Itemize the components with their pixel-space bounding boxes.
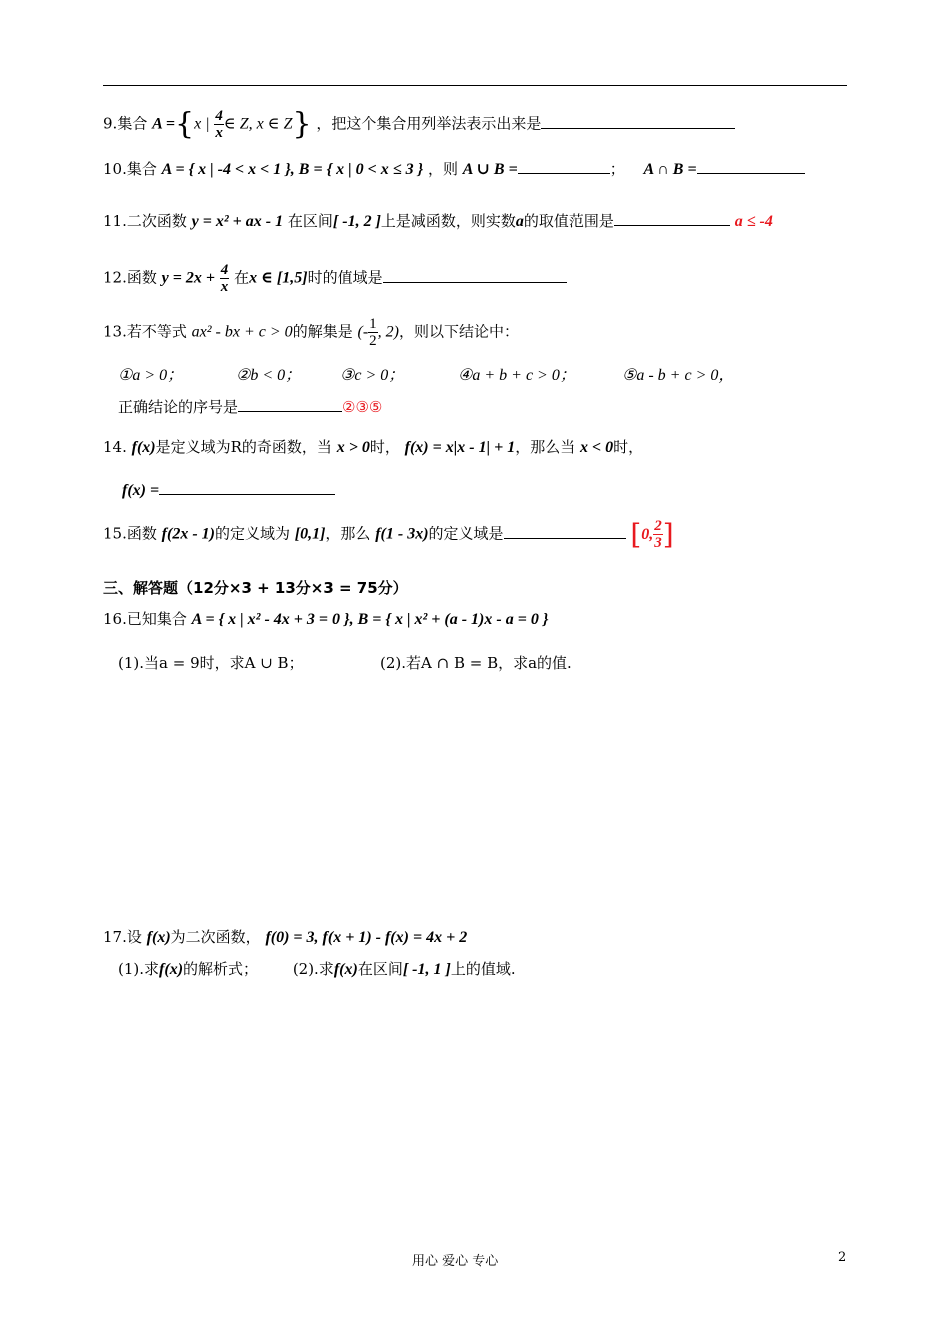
question-tail: ，把这个集合用列举法表示出来是 [316, 114, 542, 133]
intersection-label: A ∩ B = [643, 161, 697, 178]
answer-text: ②③⑤ [342, 398, 383, 416]
separator: ； [609, 160, 625, 178]
answer-blank[interactable] [238, 397, 342, 412]
set-a-lhs: A = [152, 115, 176, 133]
question-mid: 的定义域为 [214, 524, 290, 543]
conditions: f(0) = 3, f(x + 1) - f(x) = 4x + 2 [265, 929, 468, 946]
q17-parts [118, 958, 516, 979]
function-expression: f(x) = x|x - 1| + 1 [404, 439, 516, 456]
set-a: A = { x | -4 < x < 1 } [161, 161, 291, 178]
question-lead: 函数 [126, 268, 157, 287]
function-f: f(x) [146, 929, 171, 946]
footer-slogan: 用心 爱心 专心 [412, 1254, 499, 1269]
question-number: 9. [103, 114, 118, 133]
condition-negative: x < 0 [580, 439, 614, 456]
question-14 [103, 436, 643, 457]
options-row [118, 362, 734, 385]
right-brace: } [292, 106, 312, 142]
function-f2: f(1 - 3x) [375, 525, 429, 543]
question-9 [103, 108, 735, 141]
question-number: 12. [103, 268, 127, 287]
fraction-1-over-2: $\frac{1}{2}$ [369, 316, 377, 349]
question-15 [103, 518, 674, 551]
function-lhs: f(x) = [122, 482, 160, 499]
question-13 [103, 316, 519, 349]
question-lead: 已知集合 [126, 610, 187, 628]
question-number: 16. [103, 610, 127, 628]
header-rule [103, 85, 847, 86]
intersection-blank[interactable] [697, 159, 805, 174]
question-16 [103, 608, 548, 629]
question-mid: 在 [234, 268, 250, 287]
question-lead: 设 [126, 928, 142, 946]
left-brace: { [175, 106, 195, 142]
answer-interval [630, 517, 674, 551]
option-4: ④a + b + c > 0； [458, 367, 576, 384]
fraction-2-over-3: $\frac{2}{3}$ [654, 518, 662, 551]
q14-answer-line [122, 480, 335, 500]
option-2: ②b < 0； [236, 367, 302, 384]
question-lead: 集合 [117, 114, 148, 133]
option-1: ①a > 0； [118, 367, 184, 384]
answer-zero: 0, [641, 525, 654, 543]
condition-positive: x > 0 [336, 439, 370, 456]
domain: x ∈ [1,5] [249, 269, 308, 287]
question-mid: ，则 [427, 160, 458, 178]
right-bracket: ] [662, 517, 674, 551]
option-5: ⑤a - b + c > 0， [622, 367, 735, 384]
question-mid: 为二次函数， [170, 928, 261, 946]
answer-blank[interactable] [541, 114, 735, 129]
inequality: ax² - bx + c > 0 [191, 323, 293, 341]
function-f: f(x) [159, 961, 184, 978]
function-f: f(x) [333, 961, 358, 978]
part-2-tail: 上的值域. [450, 960, 516, 978]
set-definitions: A = { x | x² - 4x + 3 = 0 }, B = { x | x² + (a - 1)x - a = 0 } [191, 611, 549, 628]
set-condition: ∈ Z, x ∈ Z [223, 115, 293, 133]
function-f1: f(2x - 1) [161, 525, 215, 543]
question-lead: 二次函数 [126, 212, 187, 230]
page-number: 2 [838, 1250, 847, 1265]
answer-blank[interactable] [383, 268, 567, 283]
question-lead: 集合 [126, 160, 157, 178]
interval: [ -1, 2 ] [332, 213, 381, 230]
question-lead: 函数 [126, 524, 157, 543]
question-number: 11. [103, 212, 127, 230]
question-mid: 时， [369, 438, 400, 456]
answer-blank[interactable] [614, 211, 730, 226]
question-17 [103, 926, 467, 947]
question-mid: 在区间 [287, 212, 333, 230]
question-11 [103, 210, 773, 231]
question-ask: 正确结论的序号是 [118, 398, 239, 416]
union-blank[interactable] [518, 159, 610, 174]
fraction-4-over-x: $\frac{4}{x}$ [215, 108, 223, 141]
answer-blank[interactable] [159, 480, 335, 495]
question-mid: 的解集是 [292, 322, 353, 341]
question-tail: 时的值域是 [307, 268, 383, 287]
answer-text: a ≤ -4 [734, 213, 773, 230]
answer-blank[interactable] [504, 524, 626, 539]
question-number: 17. [103, 928, 127, 946]
part-2: (2).若A ∩ B = B，求a的值. [380, 654, 572, 672]
question-tail: 时， [613, 438, 644, 456]
quadratic-function: y = x² + ax - 1 [191, 213, 284, 230]
section-heading: 三、解答题（12分×3 + 13分×3 = 75分） [103, 579, 408, 597]
fraction-4-over-x: $\frac{4}{x}$ [220, 262, 229, 295]
question-tail: ，则以下结论中： [398, 322, 519, 341]
question-tail: 上是减函数，则实数 [380, 212, 516, 230]
question-10 [103, 158, 805, 179]
part-2-mid: 在区间 [357, 960, 403, 978]
left-bracket: [ [630, 517, 642, 551]
question-tail: 的定义域是 [428, 524, 504, 543]
question-number: 10. [103, 160, 127, 178]
set-b: , B = { x | 0 < x ≤ 3 } [290, 161, 424, 178]
part-1-lead: (1).求 [118, 960, 160, 978]
question-lead: 是定义域为R的奇函数，当 [155, 438, 332, 456]
function-lhs: y = 2x + [161, 269, 215, 287]
set-var: x | [194, 115, 210, 133]
interval: [ -1, 1 ] [402, 961, 451, 978]
question-number: 15. [103, 524, 127, 543]
question-mid-2: ，那么 [325, 524, 371, 543]
question-tail-2: 的取值范围是 [523, 212, 614, 230]
variable-a: a [515, 213, 524, 230]
option-3: ③c > 0； [340, 367, 405, 384]
part-1-tail: 的解析式； [183, 960, 259, 978]
question-mid-2: ，那么当 [515, 438, 576, 456]
solution-open: (- [357, 323, 369, 341]
solution-close: , 2) [377, 323, 399, 341]
question-number: 13. [103, 322, 127, 341]
part-1: (1).当a = 9时，求A ∪ B； [118, 654, 304, 672]
question-lead: 若不等式 [126, 322, 187, 341]
function-f: f(x) [131, 439, 156, 456]
part-2-lead: (2).求 [292, 960, 334, 978]
question-number: 14. [103, 438, 127, 456]
q16-parts [118, 652, 572, 673]
union-label: A ∪ B = [462, 161, 518, 178]
q13-answer-line [118, 396, 382, 417]
domain: [0,1] [294, 525, 326, 543]
question-12 [103, 262, 567, 295]
